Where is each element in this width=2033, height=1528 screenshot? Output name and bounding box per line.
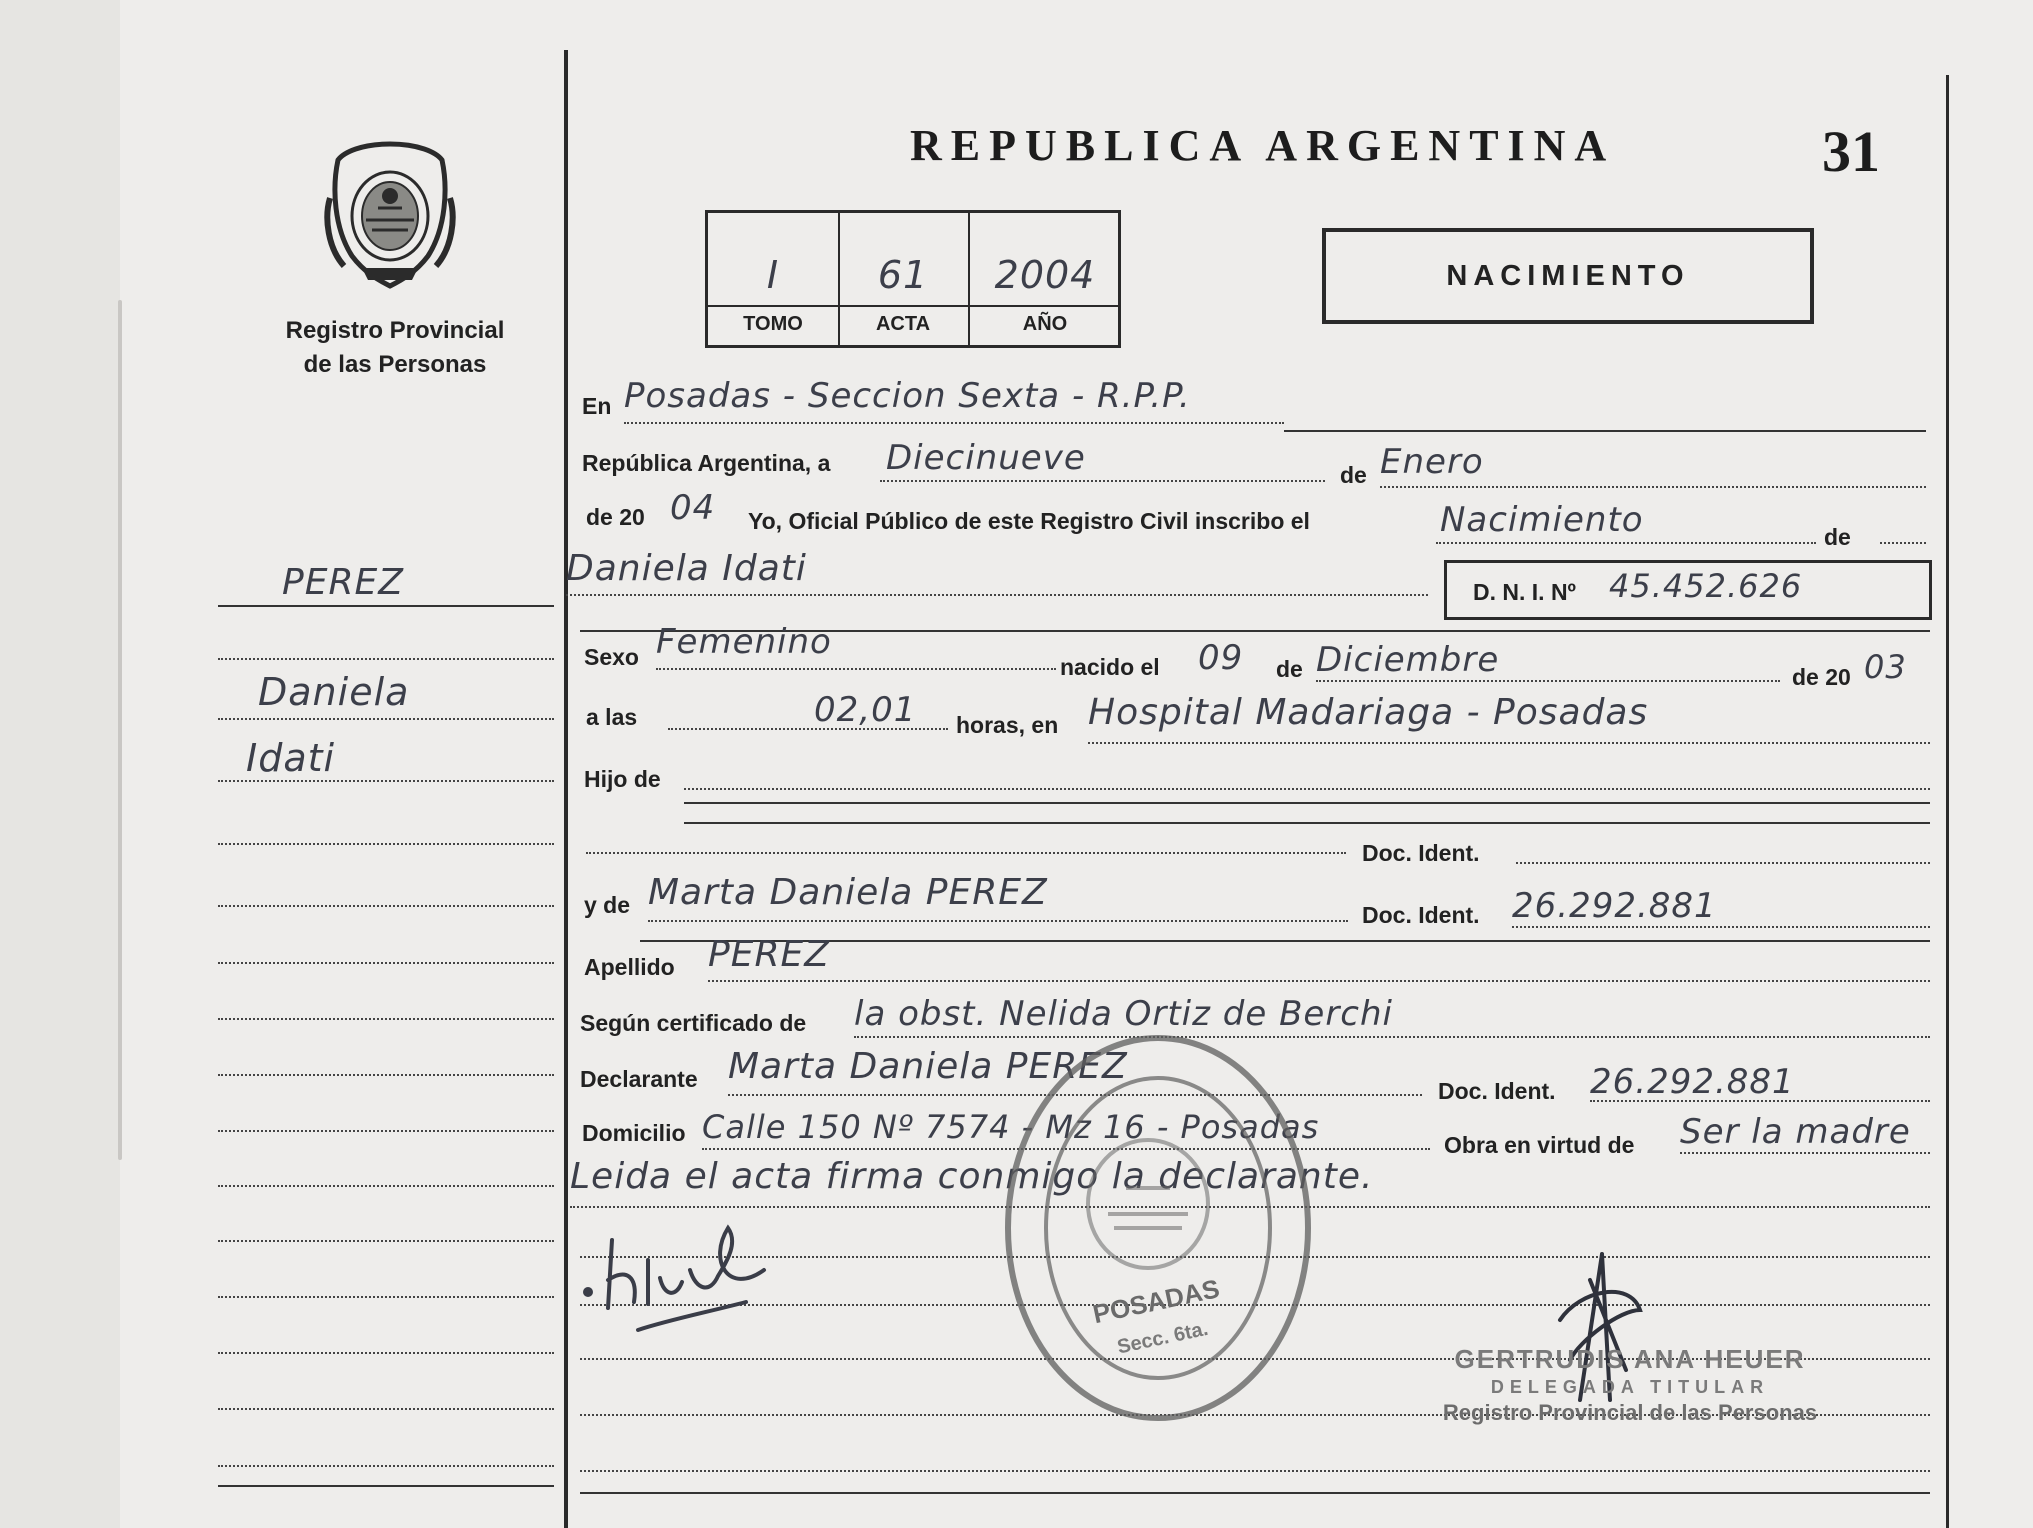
doc-ident-label-1: Doc. Ident.: [1362, 840, 1480, 866]
acta-label: ACTA: [875, 313, 931, 335]
birth-day-value: 09: [1198, 638, 1244, 678]
mother-value: Marta Daniela PEREZ: [648, 872, 1048, 913]
de-label-3: de: [1276, 656, 1303, 682]
fill-line: [684, 802, 1930, 804]
acta-value: 61: [877, 253, 929, 297]
fill-line: [1284, 430, 1926, 432]
sexo-value: Femenino: [656, 622, 832, 662]
obra-value: Ser la madre: [1680, 1112, 1911, 1152]
tomo-value: I: [766, 253, 780, 297]
handwritten-signature-icon: [578, 1220, 788, 1340]
domicilio-value: Calle 150 Nº 7574 - Mz 16 - Posadas: [702, 1108, 1320, 1146]
dotted-line: [684, 788, 1930, 790]
de20-label-2: de 20: [1792, 664, 1851, 690]
stamp-city: POSADAS: [1090, 1273, 1223, 1330]
registered-name-value: Daniela Idati: [566, 548, 807, 589]
left-dotted-line: [218, 1018, 554, 1020]
apellido-value: PEREZ: [708, 934, 830, 975]
inscribo-value: Nacimiento: [1440, 500, 1644, 540]
dotted-line: [586, 852, 1346, 854]
declarante-label: Declarante: [580, 1066, 698, 1092]
page-title: REPUBLICA ARGENTINA: [910, 121, 1616, 170]
dotted-line: [1880, 542, 1926, 544]
en-value: Posadas - Seccion Sexta - R.P.P.: [624, 376, 1191, 416]
provincia-de-misiones-seal-icon: [322, 138, 458, 290]
page-number: 31: [1822, 119, 1880, 184]
registry-line-1: Registro Provincial: [285, 317, 505, 344]
declarante-doc-value: 26.292.881: [1590, 1062, 1795, 1102]
place-value: Hospital Madariaga - Posadas: [1088, 692, 1649, 733]
left-surname-line: [218, 605, 554, 607]
left-dotted-line: [218, 780, 554, 782]
dotted-line: [1512, 926, 1930, 928]
dotted-line: [656, 668, 1056, 670]
left-dotted-line: [218, 658, 554, 660]
record-type-box: NACIMIENTO: [1322, 228, 1814, 324]
fill-line: [684, 822, 1930, 824]
doc-ident-label-2: Doc. Ident.: [1362, 902, 1480, 928]
dotted-line: [880, 480, 1325, 482]
anio-label: AÑO: [1022, 313, 1068, 335]
left-dotted-line: [218, 1296, 554, 1298]
dni-box: [1444, 560, 1932, 620]
yo-statement: Yo, Oficial Público de este Registro Civil inscribo el: [748, 508, 1310, 534]
bottom-rule: [580, 1492, 1930, 1494]
officer-office: Registro Provincial de las Personas: [1442, 1400, 1818, 1425]
dotted-line: [1590, 1100, 1930, 1102]
alas-label: a las: [586, 704, 638, 730]
dotted-line: [1436, 542, 1816, 544]
left-dotted-line: [218, 1130, 554, 1132]
registry-name: [270, 314, 520, 382]
en-label: En: [582, 393, 612, 419]
fill-line: [640, 940, 1930, 942]
binding-stitch: [118, 300, 122, 1160]
closing-statement: Leida el acta firma conmigo la declarante.: [570, 1156, 1374, 1197]
left-given-name-1: Daniela: [258, 670, 410, 714]
dotted-line: [1316, 680, 1780, 682]
year-suffix-value: 04: [670, 488, 716, 528]
birth-year-suffix-value: 03: [1864, 648, 1907, 686]
left-dotted-line: [218, 1240, 554, 1242]
hijo-label: Hijo de: [584, 766, 661, 792]
dotted-line: [580, 1470, 1930, 1472]
left-dotted-line: [218, 962, 554, 964]
sexo-label: Sexo: [584, 644, 639, 670]
dotted-line: [624, 422, 1284, 424]
de20-label: de 20: [586, 504, 645, 530]
dni-label: D. N. I. Nº: [1473, 579, 1576, 605]
official-round-stamp-icon: [998, 1028, 1318, 1428]
time-value: 02,01: [814, 690, 917, 730]
officer-name: GERTRUDIS ANA HEUER: [1454, 1344, 1806, 1374]
dotted-line: [1680, 1152, 1930, 1154]
republica-label: República Argentina, a: [582, 450, 831, 476]
page-margin: [0, 0, 120, 1528]
domicilio-label: Domicilio: [582, 1120, 686, 1146]
column-divider: [564, 50, 568, 1528]
left-dotted-line: [218, 1352, 554, 1354]
certificado-value: la obst. Nelida Ortiz de Berchi: [854, 994, 1393, 1034]
nacido-label: nacido el: [1060, 654, 1160, 680]
de-label: de: [1340, 462, 1367, 488]
horas-label: horas, en: [956, 712, 1059, 738]
left-dotted-line: [218, 1074, 554, 1076]
declarante-value: Marta Daniela PEREZ: [728, 1046, 1128, 1087]
tomo-acta-anio-box: [705, 210, 1121, 348]
stamp-section: Secc. 6ta.: [1115, 1317, 1211, 1359]
anio-value: 2004: [994, 253, 1096, 297]
left-dotted-line: [218, 1408, 554, 1410]
box-divider: [708, 305, 1118, 307]
obra-label: Obra en virtud de: [1444, 1132, 1635, 1158]
dotted-line: [566, 594, 1428, 596]
left-bottom-line: [218, 1485, 554, 1487]
dotted-line: [1088, 742, 1930, 744]
left-dotted-line: [218, 718, 554, 720]
tomo-label: TOMO: [743, 313, 803, 335]
apellido-label: Apellido: [584, 954, 675, 980]
certificado-label: Según certificado de: [580, 1010, 807, 1036]
officer-role: DELEGADA TITULAR: [1490, 1377, 1770, 1397]
day-value: Diecinueve: [886, 438, 1086, 478]
left-given-name-2: Idati: [246, 736, 336, 780]
left-dotted-line: [218, 1185, 554, 1187]
left-dotted-line: [218, 1465, 554, 1467]
left-dotted-line: [218, 843, 554, 845]
birth-month-value: Diciembre: [1316, 640, 1500, 680]
yde-label: y de: [584, 892, 631, 918]
de-label-2: de: [1824, 524, 1851, 550]
dotted-line: [708, 980, 1930, 982]
dotted-line: [1516, 862, 1930, 864]
mother-doc-value: 26.292.881: [1512, 886, 1717, 926]
registry-line-2: de las Personas: [303, 351, 487, 378]
doc-ident-label-3: Doc. Ident.: [1438, 1078, 1556, 1104]
officer-block: [1440, 1344, 1820, 1426]
dotted-line: [648, 920, 1348, 922]
dni-value: 45.452.626: [1609, 567, 1803, 605]
right-border: [1946, 75, 1949, 1528]
month-value: Enero: [1380, 442, 1484, 482]
left-dotted-line: [218, 905, 554, 907]
dotted-line: [1380, 486, 1926, 488]
left-surname: PEREZ: [282, 562, 404, 603]
